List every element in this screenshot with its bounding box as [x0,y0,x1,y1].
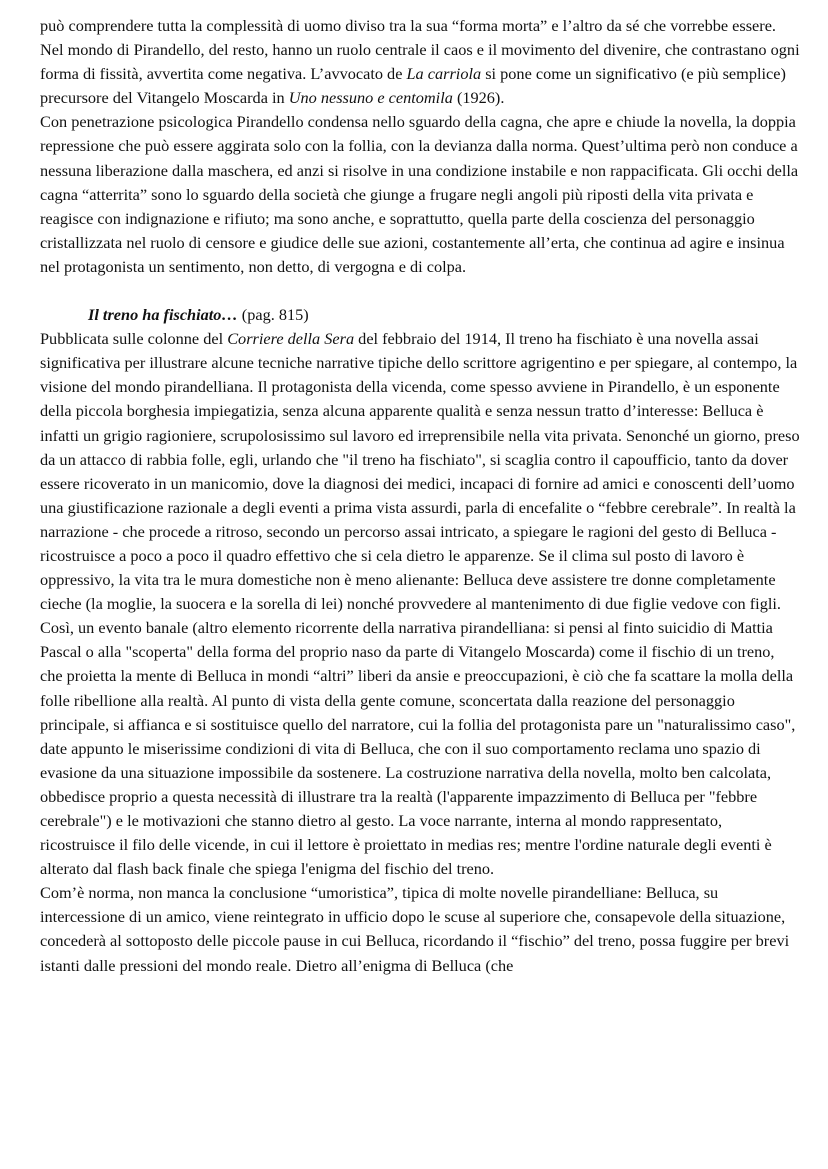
paragraph-conclusione: Com’è norma, non manca la conclusione “umoristica”, tipica di molte novelle pirandelliane: Belluca, su intercessione di un amico, viene reintegrato in ufficio dopo le scuse al superiore che, consapevole della situazione, concederà al sottoposto delle piccole pause in cui Belluca, ricordando il “fischio” del treno, possa fuggire per brevi istanti dalle pressioni del mondo reale. Dietro all’enigma di Belluca (che [40,883,790,975]
section-heading [40,303,800,327]
text-run: Pubblicata sulle colonne del [40,329,228,349]
title-corriere-della-sera: Corriere della Sera [227,329,355,349]
paragraph-pubblicata [40,327,800,616]
text-run: del febbraio del 1914, Il treno ha fischiato è una novella assai significativa per illustrare alcune tecniche narrative tipiche dello scrittore agrigentino e per spiegare, al contempo, la visione del mondo pirandelliana. Il protagonista della vicenda, come spesso avviene in Pirandello, è un esponente della piccola borghesia impiegatizia, senza alcuna apparente qualità e senza nessun tratto d’interesse: Belluca è infatti un grigio ragioniere, scrupolosissimo sul lavoro ed irreprensibile nella vita privata. Senonché un giorno, preso da un attacco di rabbia folle, egli, urlando che "il treno ha fischiato", si scaglia contro il capoufficio, tanto da dover essere ricoverato in un manicomio, dove la diagnosi dei medici, incapaci di fornire ad amici e conoscenti dell’uomo una giustificazione razionale a degli eventi a prima vista assurdi, parla di encefalite o “febbre cerebrale”. In realtà la narrazione - che procede a ritroso, secondo un percorso assai intricato, a spiegare le ragioni del gesto di Belluca - ricostruisce a poco a poco il quadro effettivo che si cela dietro le apparenze. Se il clima sul posto di lavoro è oppressivo, la vita tra le mura domestiche non è meno alienante: Belluca deve assistere tre donne completamente cieche (la moglie, la suocera e la sorella di lei) nonché provvedere al mantenimento di due figlie vedove con figli. [40,329,800,614]
title-uno-nessuno-e-centomila: Uno nessuno e centomila [288,88,453,108]
page-reference: (pag. 815) [237,305,309,325]
document-page [40,14,800,978]
text-run: si pone come un significativo (e più semplice) precursore del Vitangelo Moscarda in [40,64,786,108]
section-title: Il treno ha fischiato… [88,305,238,325]
paragraph-carriola [40,14,800,110]
title-la-carriola: La carriola [406,64,482,84]
text-run: può comprendere tutta la complessità di uomo diviso tra la sua “forma morta” e l’altro da sé che vorrebbe essere. Nel mondo di Pirandello, del resto, hanno un ruolo centrale il caos e il movimento del divenire, che contrastano ogni forma di fissità, avvertita come negativa. L’avvocato de [40,16,800,84]
paragraph-cagna: Con penetrazione psicologica Pirandello condensa nello sguardo della cagna, che apre e chiude la novella, la doppia repressione che può essere aggirata solo con la follia, con la devianza dalla norma. Quest’ultima però non conduce a nessuna liberazione dalla maschera, ed anzi si risolve in una condizione instabile e non rappacificata. Gli occhi della cagna “atterrita” sono lo sguardo della società che giunge a frugare negli angoli più riposti della vita privata e reagisce con indignazione e rifiuto; ma sono anche, e soprattutto, quella parte della coscienza del personaggio cristallizzata nel ruolo di censore e giudice delle sue azioni, costantemente all’erta, che continua ad agire e insinua nel protagonista un sentimento, non detto, di vergogna e di colpa. [40,112,799,276]
text-run: (1926). [452,88,505,108]
paragraph-spacer [40,279,800,303]
paragraph-evento-banale: Così, un evento banale (altro elemento ricorrente della narrativa pirandelliana: si pensi al finto suicidio di Mattia Pascal o alla "scoperta" della forma del proprio naso da parte di Vitangelo Moscarda) come il fischio di un treno, che proietta la mente di Belluca in mondi “altri” liberi da ansie e preoccupazioni, è ciò che fa scattare la molla della folle ribellione alla realtà. Al punto di vista della gente comune, sconcertata dalla reazione del personaggio principale, si affianca e si sostituisce quello del narratore, cui la follia del protagonista pare un "naturalissimo caso", date appunto le miserissime condizioni di vita di Belluca, che con il suo comportamento reclama uno spazio di evasione da una situazione impossibile da sostenere. La costruzione narrativa della novella, molto ben calcolata, obbedisce proprio a questa necessità di illustrare tra la realtà (l'apparente impazzimento di Belluca per "febbre cerebrale") e le motivazioni che stanno dietro al gesto. La voce narrante, interna al mondo rappresentato, ricostruisce il filo delle vicende, in cui il lettore è proiettato in medias res; mentre l'ordine naturale degli eventi è alterato dal flash back finale che spiega l'enigma del fischio del treno. [40,618,796,879]
